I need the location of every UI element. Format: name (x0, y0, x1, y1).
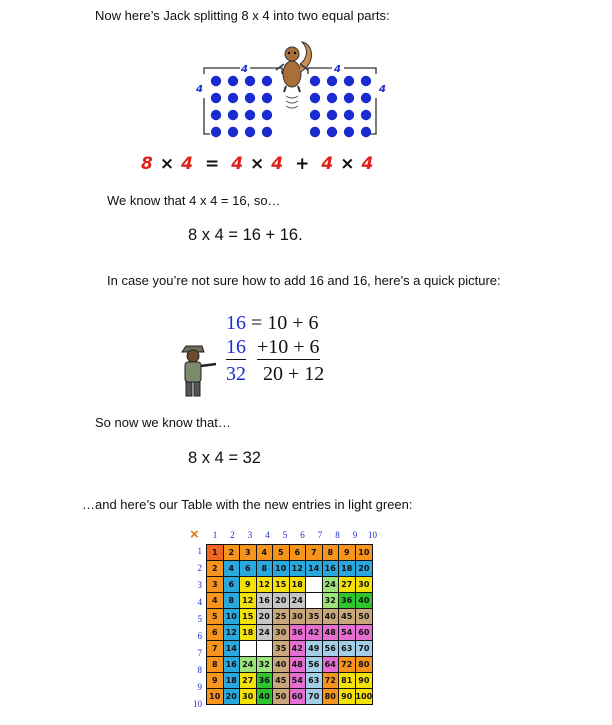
table-cell: 18 (289, 577, 306, 593)
table-cell: 25 (273, 609, 290, 625)
dot (361, 127, 371, 137)
table-cell: 12 (256, 577, 273, 593)
table-cell: 20 (256, 609, 273, 625)
dot (310, 93, 320, 103)
top-left-label: 4 (241, 64, 248, 75)
table-cell: 24 (289, 593, 306, 609)
side-left-label: 4 (196, 84, 203, 95)
row-header: 9 (197, 682, 202, 692)
table-cell: 24 (256, 625, 273, 641)
table-cell: 90 (339, 689, 356, 705)
dot (228, 110, 238, 120)
row-header: 8 (197, 665, 202, 675)
column-header: 8 (335, 530, 340, 540)
table-row (207, 641, 373, 657)
table-cell: 56 (306, 657, 323, 673)
table-cell: 36 (339, 593, 356, 609)
dot (211, 93, 221, 103)
table-cell: 45 (273, 673, 290, 689)
table-cell: 56 (322, 641, 339, 657)
table-cell: 3 (240, 545, 257, 561)
table-cell: 50 (273, 689, 290, 705)
dot (327, 93, 337, 103)
dot (228, 127, 238, 137)
table-cell: 12 (240, 593, 257, 609)
table-cell: 60 (289, 689, 306, 705)
table-cell: 40 (273, 657, 290, 673)
intro-text: Now here’s Jack splitting 8 x 4 into two equal parts: (95, 8, 390, 23)
table-cell: 40 (322, 609, 339, 625)
table-cell: 40 (256, 689, 273, 705)
table-cell: 18 (223, 673, 240, 689)
table-cell: 18 (339, 561, 356, 577)
equation-token: × (159, 154, 175, 174)
equation-2: 8 x 4 = 32 (188, 449, 261, 467)
table-cell (240, 641, 257, 657)
table-cell: 36 (256, 673, 273, 689)
column-header: 6 (300, 530, 305, 540)
table-row (207, 657, 373, 673)
equation-token: + (295, 154, 310, 174)
row-header: 1 (197, 546, 202, 556)
dot (344, 127, 354, 137)
table-cell: 30 (240, 689, 257, 705)
dot (228, 76, 238, 86)
table-cell: 81 (339, 673, 356, 689)
table-cell: 35 (273, 641, 290, 657)
equation-token: 4 (321, 154, 334, 174)
decomp-top: = 10 + 6 (251, 312, 319, 334)
table-cell: 45 (339, 609, 356, 625)
table-cell: 48 (322, 625, 339, 641)
table-cell: 3 (207, 577, 224, 593)
table-cell: 8 (223, 593, 240, 609)
column-header: 2 (230, 530, 235, 540)
table-cell: 6 (240, 561, 257, 577)
equation-token: 8 (141, 154, 153, 174)
table-cell: 9 (207, 673, 224, 689)
multiplication-table (206, 544, 373, 705)
table-cell: 12 (289, 561, 306, 577)
dot (262, 93, 272, 103)
dot (262, 110, 272, 120)
table-cell: 36 (289, 625, 306, 641)
table-cell: 10 (223, 609, 240, 625)
table-cell: 35 (306, 609, 323, 625)
table-cell: 42 (306, 625, 323, 641)
table-cell: 4 (223, 561, 240, 577)
column-header: 10 (368, 530, 377, 540)
table-row (207, 593, 373, 609)
equation-1: 8 x 4 = 16 + 16. (188, 226, 303, 244)
table-cell: 1 (207, 545, 224, 561)
table-cell: 63 (306, 673, 323, 689)
table-cell: 5 (273, 545, 290, 561)
table-cell: 16 (223, 657, 240, 673)
table-cell: 54 (289, 673, 306, 689)
equation-token: × (340, 154, 355, 174)
table-cell: 8 (322, 545, 339, 561)
table-cell: 16 (256, 593, 273, 609)
table-cell: 49 (306, 641, 323, 657)
decomp-bottom: +10 + 6 (257, 336, 320, 358)
right-dot-group (310, 76, 371, 137)
dot (211, 76, 221, 86)
table-cell: 27 (339, 577, 356, 593)
row-header: 5 (197, 614, 202, 624)
table-cell: 9 (339, 545, 356, 561)
table-cell: 48 (289, 657, 306, 673)
row-header: 4 (197, 597, 202, 607)
equation-token: × (250, 154, 265, 174)
table-cell: 6 (223, 577, 240, 593)
table-cell: 27 (240, 673, 257, 689)
table-cell: 42 (289, 641, 306, 657)
split-mark (286, 96, 298, 108)
column-header: 9 (352, 530, 358, 540)
table-cell: 20 (273, 593, 290, 609)
column-header: 4 (265, 530, 270, 540)
split-equation (141, 154, 380, 174)
row-header: 2 (197, 563, 202, 573)
addend-top: 16 (226, 312, 246, 334)
equation-token: 4 (361, 154, 374, 174)
table-cell: 14 (223, 641, 240, 657)
table-cell: 2 (223, 545, 240, 561)
dot (344, 110, 354, 120)
table-row (207, 561, 373, 577)
table-row (207, 673, 373, 689)
dot (310, 76, 320, 86)
table-cell: 24 (240, 657, 257, 673)
dot (310, 127, 320, 137)
table-cell: 40 (355, 593, 373, 609)
table-row (207, 689, 373, 705)
table-cell: 30 (273, 625, 290, 641)
table-cell: 8 (207, 657, 224, 673)
dot (245, 127, 255, 137)
sum: 32 (226, 363, 246, 385)
table-cell: 70 (306, 689, 323, 705)
squirrel-icon (276, 42, 312, 92)
table-cell: 7 (207, 641, 224, 657)
table-cell: 100 (355, 689, 373, 705)
top-right-label: 4 (334, 64, 341, 75)
table-cell: 50 (355, 609, 373, 625)
dot (211, 127, 221, 137)
row-header: 3 (197, 580, 202, 590)
dot (361, 110, 371, 120)
dot (245, 76, 255, 86)
dot (361, 93, 371, 103)
table-cell: 6 (289, 545, 306, 561)
column-header: 3 (247, 530, 253, 540)
table-cell: 20 (223, 689, 240, 705)
table-cell: 9 (240, 577, 257, 593)
table-cell: 24 (322, 577, 339, 593)
dot (344, 76, 354, 86)
equation-token: 4 (181, 154, 193, 174)
table-cell: 64 (322, 657, 339, 673)
table-cell: 10 (273, 561, 290, 577)
table-cell: 32 (256, 657, 273, 673)
dot (262, 76, 272, 86)
column-header: 5 (282, 530, 288, 540)
dot (228, 93, 238, 103)
case-text: In case you’re not sure how to add 16 and 16, here’s a quick picture: (107, 273, 501, 288)
table-cell: 80 (322, 689, 339, 705)
equation-token: 4 (271, 154, 284, 174)
table-cell: 4 (256, 545, 273, 561)
table-row (207, 609, 373, 625)
table-row (207, 625, 373, 641)
row-header: 10 (193, 699, 202, 709)
table-row (207, 545, 373, 561)
left-dot-group (211, 76, 272, 137)
split-diagram (196, 34, 392, 146)
table-cell: 32 (322, 593, 339, 609)
table-cell: 7 (306, 545, 323, 561)
table-cell: 4 (207, 593, 224, 609)
dot (245, 110, 255, 120)
table-cell: 12 (223, 625, 240, 641)
table-cell: 90 (355, 673, 373, 689)
table-cell: 18 (240, 625, 257, 641)
table-row (207, 577, 373, 593)
dot (327, 110, 337, 120)
column-header: 7 (317, 530, 323, 540)
table-cell (306, 593, 323, 609)
table-cell: 60 (355, 625, 373, 641)
times-icon: × (190, 526, 199, 543)
table-cell: 10 (207, 689, 224, 705)
dot (327, 127, 337, 137)
row-header: 6 (197, 631, 202, 641)
table-cell: 20 (355, 561, 373, 577)
side-right-label: 4 (379, 84, 386, 95)
addend-bottom: 16 (226, 336, 246, 358)
table-cell: 2 (207, 561, 224, 577)
table-cell: 16 (322, 561, 339, 577)
addition-picture (226, 311, 324, 386)
equation-token: = (204, 154, 220, 174)
table-cell (256, 641, 273, 657)
column-header: 1 (212, 530, 218, 540)
jack-figure-icon (172, 338, 220, 400)
know-text: We know that 4 x 4 = 16, so… (107, 193, 281, 208)
table-cell: 80 (355, 657, 373, 673)
dot (327, 76, 337, 86)
table-intro-text: …and here’s our Table with the new entries in light green: (82, 497, 413, 512)
table-cell: 6 (207, 625, 224, 641)
table-cell (306, 577, 323, 593)
table-cell: 30 (289, 609, 306, 625)
dot (361, 76, 371, 86)
dot (245, 93, 255, 103)
table-cell: 15 (240, 609, 257, 625)
table-cell: 72 (322, 673, 339, 689)
table-cell: 63 (339, 641, 356, 657)
table-cell: 10 (355, 545, 373, 561)
table-cell: 72 (339, 657, 356, 673)
dot (310, 110, 320, 120)
so-text: So now we know that… (95, 415, 231, 430)
table-cell: 70 (355, 641, 373, 657)
dot (344, 93, 354, 103)
dot (262, 127, 272, 137)
table-cell: 5 (207, 609, 224, 625)
row-header: 7 (197, 648, 202, 658)
table-cell: 15 (273, 577, 290, 593)
partial-sums: 20 + 12 (263, 363, 325, 385)
table-cell: 14 (306, 561, 323, 577)
table-cell: 8 (256, 561, 273, 577)
table-cell: 54 (339, 625, 356, 641)
dot (211, 110, 221, 120)
equation-token: 4 (231, 154, 244, 174)
table-cell: 30 (355, 577, 373, 593)
